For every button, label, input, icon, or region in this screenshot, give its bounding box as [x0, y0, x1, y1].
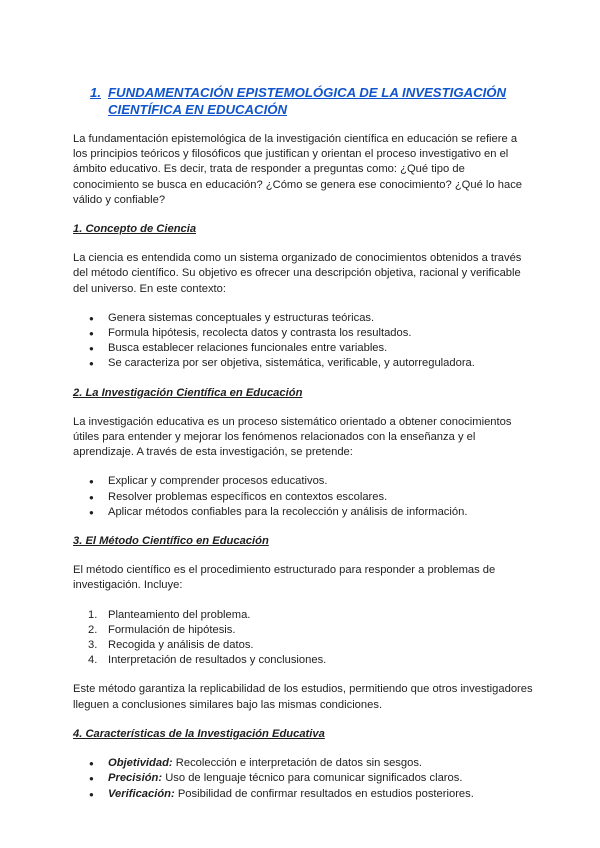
- item-text: Formulación de hipótesis.: [108, 623, 236, 636]
- item-number: 2.: [88, 623, 98, 636]
- section-1-list: [73, 311, 533, 372]
- numbered-item: [73, 623, 533, 638]
- section-heading-3: 3. El Método Científico en Educación: [73, 535, 269, 548]
- section-3-paragraph: El método científico es el procedimiento estructurado para responder a problemas de investigación. Incluye:: [73, 564, 496, 592]
- list-item: [73, 756, 533, 771]
- document-title[interactable]: [90, 84, 533, 118]
- item-text: Interpretación de resultados y conclusiones.: [108, 654, 327, 667]
- section-3-list: [73, 608, 533, 669]
- section-heading-4: 4. Características de la Investigación Educativa: [73, 727, 325, 740]
- numbered-item: [73, 608, 533, 623]
- list-item: ● Busca establecer relaciones funcionales entre variables.: [73, 341, 533, 356]
- list-item: [73, 771, 533, 786]
- list-item: ● Se caracteriza por ser objetiva, sistemática, verificable, y autorreguladora.: [73, 356, 533, 371]
- section-2-list: [73, 474, 533, 520]
- section-heading-1: 1. Concepto de Ciencia: [73, 223, 197, 236]
- term-description: Posibilidad de confirmar resultados en estudios posteriores.: [174, 787, 474, 800]
- section-4-list: [73, 756, 533, 802]
- item-text: Recogida y análisis de datos.: [108, 639, 254, 652]
- section-3-closing: Este método garantiza la replicabilidad de los estudios, permitiendo que otros investigadores lleguen a conclusiones similares bajo las mismas condiciones.: [73, 683, 533, 711]
- term: Objetividad:: [108, 757, 173, 770]
- list-item: ● Formula hipótesis, recolecta datos y contrasta los resultados.: [73, 326, 533, 341]
- section-heading-2: 2. La Investigación Científica en Educación: [73, 386, 303, 399]
- item-number: 3.: [88, 639, 98, 652]
- term: Precisión:: [108, 772, 163, 785]
- section-2-paragraph: La investigación educativa es un proceso sistemático orientado a obtener conocimientos útiles para entender y mejorar los fenómenos relacionados con la enseñanza y el aprendizaje. A través de esta investigación, se pretende:: [73, 415, 512, 459]
- term-description: Uso de lenguaje técnico para comunicar significados claros.: [162, 772, 463, 785]
- list-item: [73, 787, 533, 802]
- title-number: 1.: [90, 85, 101, 100]
- item-text: Planteamiento del problema.: [108, 608, 251, 621]
- list-item: ● Aplicar métodos confiables para la recolección y análisis de información.: [73, 505, 533, 520]
- item-number: 1.: [88, 608, 98, 621]
- list-item: ● Explicar y comprender procesos educativos.: [73, 474, 533, 489]
- list-item: ● Genera sistemas conceptuales y estructuras teóricas.: [73, 311, 533, 326]
- term-description: Recolección e interpretación de datos sin sesgos.: [172, 757, 423, 770]
- list-item: ● Resolver problemas específicos en contextos escolares.: [73, 490, 533, 505]
- intro-paragraph: La fundamentación epistemológica de la investigación científica en educación se refiere a los principios teóricos y filosóficos que justifican y orientan el proceso investigativo en el ámbito educativo. Es decir, trata de responder a preguntas como: ¿Qué tipo de conocimiento se busca en educación? ¿Cómo se genera ese conocimiento? ¿Qué lo hace válido y confiable?: [73, 133, 523, 206]
- title-text: FUNDAMENTACIÓN EPISTEMOLÓGICA DE LA INVESTIGACIÓN CIENTÍFICA EN EDUCACIÓN: [108, 85, 507, 117]
- document-page: [73, 84, 533, 816]
- numbered-item: [73, 638, 533, 653]
- section-1-paragraph: La ciencia es entendida como un sistema organizado de conocimientos obtenidos a través del método científico. Su objetivo es ofrecer una descripción objetiva, racional y verificable del universo. En este contexto:: [73, 252, 522, 295]
- term: Verificación:: [108, 787, 175, 800]
- item-number: 4.: [88, 654, 98, 667]
- numbered-item: [73, 653, 533, 668]
